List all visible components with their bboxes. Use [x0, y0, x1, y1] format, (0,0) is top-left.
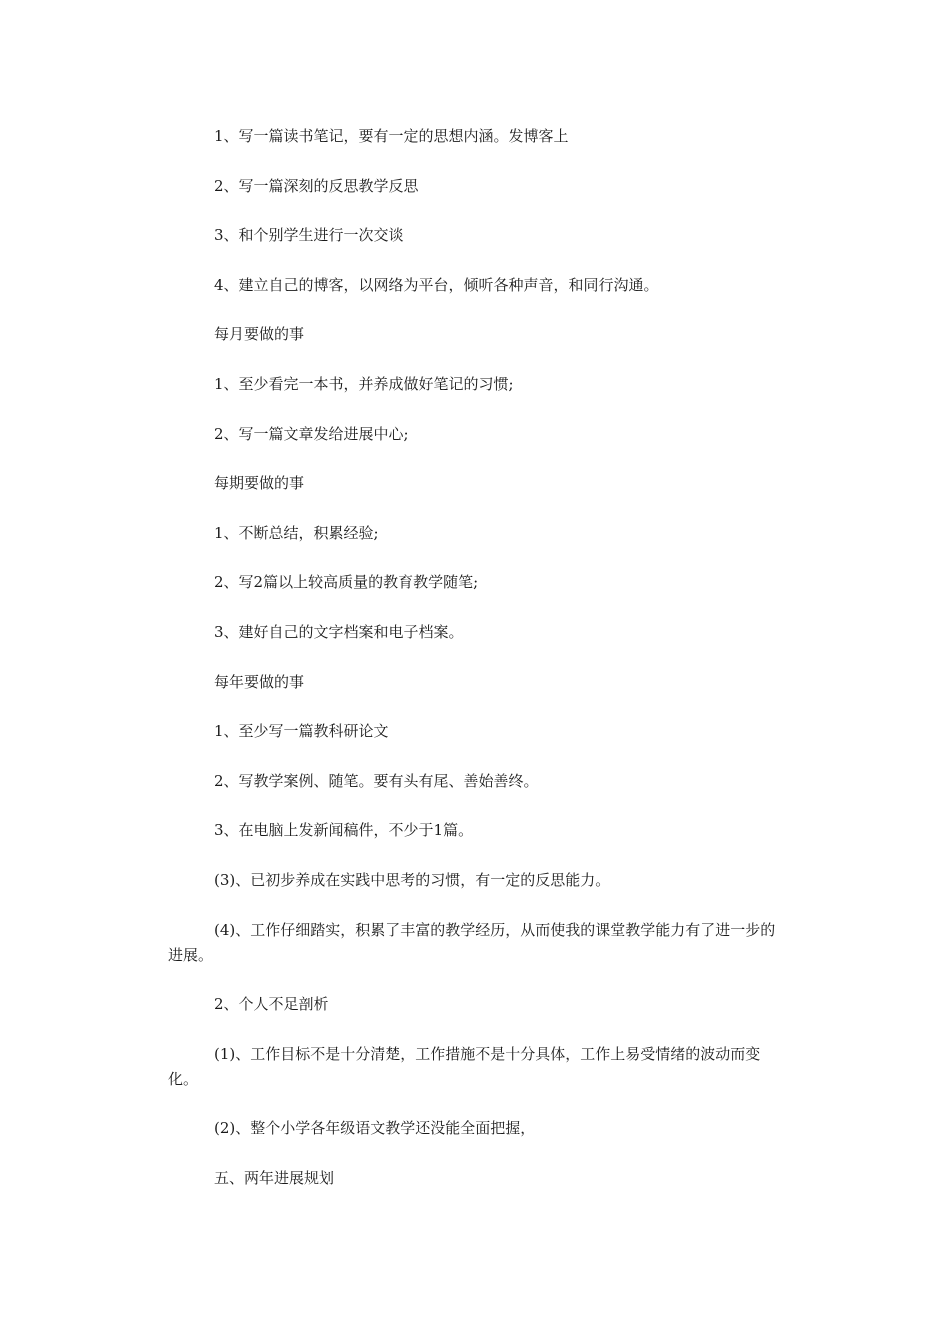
- section-heading: 2、个人不足剖析: [214, 995, 329, 1014]
- paragraph: 1、写一篇读书笔记，要有一定的思想内涵。发博客上: [214, 127, 569, 145]
- paragraph: 2、写2篇以上较高质量的教育教学随笔;: [214, 573, 479, 592]
- paragraph: (4)、工作仔细踏实，积累了丰富的教学经历，从而使我的课堂教学能力有了进一步的进展。: [168, 920, 776, 964]
- paragraph: 1、不断总结，积累经验;: [214, 523, 379, 542]
- paragraph: 2、写教学案例、随笔。要有头有尾、善始善终。: [214, 771, 539, 790]
- paragraph: 2、写一篇文章发给进展中心;: [214, 424, 409, 443]
- paragraph: 3、建好自己的文字档案和电子档案。: [214, 622, 464, 641]
- paragraph: 4、建立自己的博客，以网络为平台，倾听各种声音，和同行沟通。: [214, 275, 659, 294]
- paragraph: (3)、已初步养成在实践中思考的习惯，有一定的反思能力。: [214, 870, 611, 889]
- section-heading: 每期要做的事: [214, 474, 305, 493]
- document-body: [168, 124, 783, 1215]
- paragraph: (2)、整个小学各年级语文教学还没能全面把握，: [214, 1119, 536, 1138]
- paragraph: 3、在电脑上发新闻稿件，不少于1篇。: [214, 821, 474, 840]
- section-heading: 五、两年进展规划: [214, 1168, 335, 1187]
- paragraph: 2、写一篇深刻的反思教学反思: [214, 176, 419, 195]
- section-heading: 每月要做的事: [214, 325, 305, 344]
- section-heading: 每年要做的事: [214, 672, 305, 691]
- paragraph: 3、和个别学生进行一次交谈: [214, 226, 404, 245]
- paragraph: 1、至少写一篇教科研论文: [214, 722, 389, 741]
- paragraph: 1、至少看完一本书，并养成做好笔记的习惯;: [214, 374, 514, 393]
- paragraph: (1)、工作目标不是十分清楚，工作措施不是十分具体，工作上易受情绪的波动而变化。: [168, 1044, 761, 1088]
